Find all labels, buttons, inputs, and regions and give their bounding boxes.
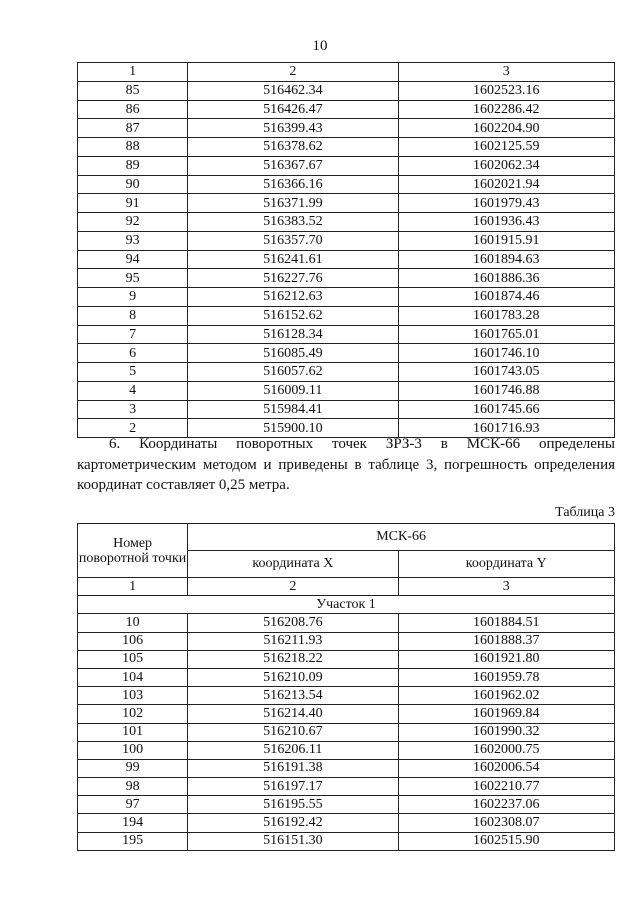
coordinate-y-cell: 1601783.28	[398, 306, 614, 325]
coordinate-x-cell: 516383.52	[188, 213, 398, 232]
page-number: 10	[312, 38, 328, 54]
coordinate-x-cell: 516357.70	[188, 231, 398, 250]
point-number-cell: 88	[78, 138, 188, 157]
table-row	[78, 231, 615, 250]
table-row	[78, 288, 615, 307]
column-number: 3	[398, 578, 614, 596]
coordinate-y-cell: 1601962.02	[398, 687, 614, 705]
coordinate-x-cell: 516371.99	[188, 194, 398, 213]
table-row	[78, 175, 615, 194]
coordinate-x-cell: 516211.93	[188, 632, 398, 650]
point-number-cell: 194	[78, 814, 188, 832]
coordinate-x-cell: 516213.54	[188, 687, 398, 705]
table-row	[78, 614, 615, 632]
header-coordinate-x: координата X	[188, 551, 398, 578]
point-number-cell: 105	[78, 650, 188, 668]
table-row	[78, 138, 615, 157]
coordinates-description-paragraph: 6. Координаты поворотных точек ЗРЗ-3 в МСК-66 определены картометрическим методом и приведены в таблице 3, погрешность определения координат составляет 0,25 метра.	[77, 436, 615, 493]
table-row	[78, 796, 615, 814]
coordinate-y-cell: 1601743.05	[398, 363, 614, 382]
table-row	[78, 194, 615, 213]
point-number-cell: 7	[78, 325, 188, 344]
coordinate-x-cell: 516210.09	[188, 668, 398, 686]
table-row	[78, 687, 615, 705]
coordinate-y-cell: 1601716.93	[398, 419, 614, 438]
header-coordinate-system: МСК-66	[188, 524, 615, 551]
table-header-row	[78, 524, 615, 551]
point-number-cell: 5	[78, 363, 188, 382]
table-row	[78, 325, 615, 344]
point-number-cell: 10	[78, 614, 188, 632]
point-number-cell: 195	[78, 832, 188, 850]
coordinate-y-cell: 1601746.10	[398, 344, 614, 363]
table-row	[78, 400, 615, 419]
table-row	[78, 778, 615, 796]
table-row	[78, 306, 615, 325]
point-number-cell: 94	[78, 250, 188, 269]
coordinate-x-cell: 516192.42	[188, 814, 398, 832]
table-row	[78, 741, 615, 759]
point-number-cell: 8	[78, 306, 188, 325]
point-number-cell: 104	[78, 668, 188, 686]
header-point-number: Номер поворотной точки	[78, 524, 188, 578]
table-row	[78, 156, 615, 175]
coordinate-x-cell: 516152.62	[188, 306, 398, 325]
table-header-row	[78, 63, 615, 82]
column-number: 3	[398, 63, 614, 82]
coordinate-y-cell: 1601886.36	[398, 269, 614, 288]
header-coordinate-y: координата Y	[398, 551, 614, 578]
coordinate-x-cell: 516426.47	[188, 100, 398, 119]
coordinate-x-cell: 516366.16	[188, 175, 398, 194]
coordinate-x-cell: 516210.67	[188, 723, 398, 741]
point-number-cell: 9	[78, 288, 188, 307]
table-row	[78, 344, 615, 363]
point-number-cell: 99	[78, 759, 188, 777]
point-number-cell: 102	[78, 705, 188, 723]
point-number-cell: 91	[78, 194, 188, 213]
point-number-cell: 4	[78, 381, 188, 400]
table-row	[78, 81, 615, 100]
coordinate-y-cell: 1601884.51	[398, 614, 614, 632]
section-label: Участок 1	[78, 596, 615, 614]
table-row	[78, 759, 615, 777]
point-number-cell: 6	[78, 344, 188, 363]
coordinate-y-cell: 1601765.01	[398, 325, 614, 344]
point-number-cell: 86	[78, 100, 188, 119]
point-number-cell: 100	[78, 741, 188, 759]
coordinate-x-cell: 516009.11	[188, 381, 398, 400]
point-number-cell: 97	[78, 796, 188, 814]
coordinate-x-cell: 516197.17	[188, 778, 398, 796]
coordinates-table-3	[77, 523, 615, 851]
coordinate-x-cell: 515984.41	[188, 400, 398, 419]
point-number-cell: 92	[78, 213, 188, 232]
coordinate-y-cell: 1601746.88	[398, 381, 614, 400]
coordinate-y-cell: 1601936.43	[398, 213, 614, 232]
table-row	[78, 650, 615, 668]
point-number-cell: 3	[78, 400, 188, 419]
table-row	[78, 381, 615, 400]
table-caption: Таблица 3	[555, 505, 615, 520]
coordinate-y-cell: 1602125.59	[398, 138, 614, 157]
column-number: 1	[78, 63, 188, 82]
coordinate-y-cell: 1602515.90	[398, 832, 614, 850]
point-number-cell: 2	[78, 419, 188, 438]
coordinate-y-cell: 1602286.42	[398, 100, 614, 119]
point-number-cell: 85	[78, 81, 188, 100]
coordinate-y-cell: 1602308.07	[398, 814, 614, 832]
table-row	[78, 832, 615, 850]
table-row	[78, 632, 615, 650]
coordinate-y-cell: 1602000.75	[398, 741, 614, 759]
table-row	[78, 119, 615, 138]
coordinate-x-cell: 516206.11	[188, 741, 398, 759]
point-number-cell: 95	[78, 269, 188, 288]
coordinate-x-cell: 516241.61	[188, 250, 398, 269]
table-row	[78, 100, 615, 119]
coordinates-table-continued	[77, 62, 615, 438]
coordinate-x-cell: 516151.30	[188, 832, 398, 850]
coordinate-x-cell: 516214.40	[188, 705, 398, 723]
point-number-cell: 93	[78, 231, 188, 250]
point-number-cell: 106	[78, 632, 188, 650]
coordinate-y-cell: 1601969.84	[398, 705, 614, 723]
coordinate-y-cell: 1602062.34	[398, 156, 614, 175]
table-row	[78, 213, 615, 232]
coordinate-y-cell: 1601888.37	[398, 632, 614, 650]
table-row	[78, 814, 615, 832]
coordinate-y-cell: 1601894.63	[398, 250, 614, 269]
table-row	[78, 723, 615, 741]
coordinate-y-cell: 1601990.32	[398, 723, 614, 741]
coordinate-y-cell: 1601874.46	[398, 288, 614, 307]
coordinate-x-cell: 516208.76	[188, 614, 398, 632]
table-row	[78, 250, 615, 269]
coordinate-x-cell: 516057.62	[188, 363, 398, 382]
column-number: 1	[78, 578, 188, 596]
coordinate-x-cell: 516195.55	[188, 796, 398, 814]
coordinate-y-cell: 1602210.77	[398, 778, 614, 796]
point-number-cell: 90	[78, 175, 188, 194]
coordinate-y-cell: 1602237.06	[398, 796, 614, 814]
coordinate-x-cell: 516227.76	[188, 269, 398, 288]
point-number-cell: 101	[78, 723, 188, 741]
coordinate-y-cell: 1601979.43	[398, 194, 614, 213]
coordinate-y-cell: 1602006.54	[398, 759, 614, 777]
section-row	[78, 596, 615, 614]
coordinate-x-cell: 516399.43	[188, 119, 398, 138]
column-number: 2	[188, 578, 398, 596]
point-number-cell: 87	[78, 119, 188, 138]
coordinate-y-cell: 1602204.90	[398, 119, 614, 138]
table-row	[78, 668, 615, 686]
point-number-cell: 89	[78, 156, 188, 175]
coordinate-y-cell: 1602523.16	[398, 81, 614, 100]
coordinate-x-cell: 516462.34	[188, 81, 398, 100]
coordinate-x-cell: 516128.34	[188, 325, 398, 344]
table-column-numbers-row	[78, 578, 615, 596]
coordinate-x-cell: 516378.62	[188, 138, 398, 157]
coordinate-x-cell: 516367.67	[188, 156, 398, 175]
coordinate-x-cell: 515900.10	[188, 419, 398, 438]
table-row	[78, 269, 615, 288]
coordinate-x-cell: 516218.22	[188, 650, 398, 668]
coordinate-x-cell: 516085.49	[188, 344, 398, 363]
column-number: 2	[188, 63, 398, 82]
table-row	[78, 363, 615, 382]
table-row	[78, 705, 615, 723]
coordinate-x-cell: 516191.38	[188, 759, 398, 777]
coordinate-y-cell: 1601915.91	[398, 231, 614, 250]
coordinate-y-cell: 1602021.94	[398, 175, 614, 194]
coordinate-y-cell: 1601745.66	[398, 400, 614, 419]
coordinate-y-cell: 1601959.78	[398, 668, 614, 686]
coordinate-x-cell: 516212.63	[188, 288, 398, 307]
point-number-cell: 103	[78, 687, 188, 705]
coordinate-y-cell: 1601921.80	[398, 650, 614, 668]
point-number-cell: 98	[78, 778, 188, 796]
